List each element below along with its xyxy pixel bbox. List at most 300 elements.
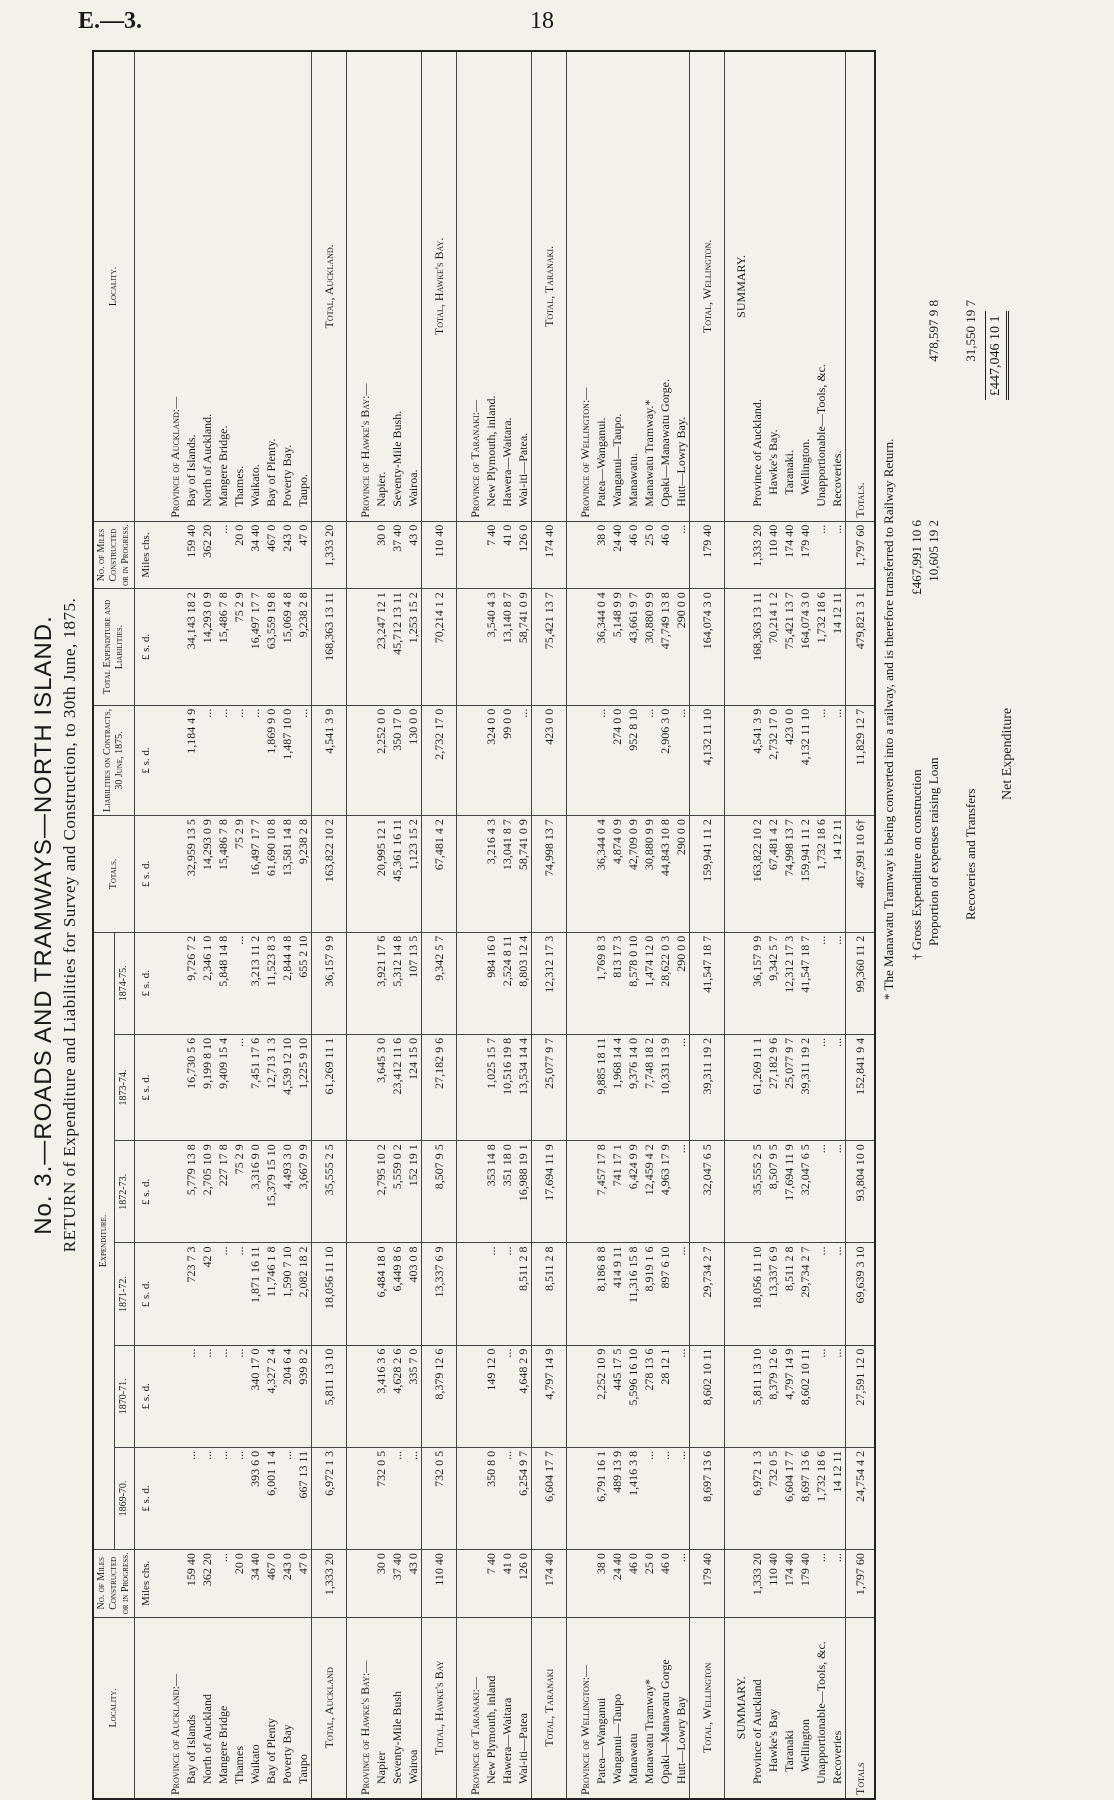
table-body	[135, 51, 876, 1799]
value-cell: 13,581 14 8	[279, 816, 295, 933]
value-cell: 61,269 11 1	[312, 1034, 347, 1140]
value-cell: 110 40	[765, 1550, 781, 1617]
value-cell: 74,998 13 7	[781, 816, 797, 933]
value-cell: 13,534 14 4	[515, 1034, 532, 1140]
empty-cell	[157, 1345, 183, 1447]
locality-cell-right: Poverty Bay.	[279, 51, 295, 521]
value-cell: 467,991 10 6†	[846, 816, 876, 933]
table-row	[749, 51, 765, 1799]
value-cell: ...	[183, 1345, 199, 1447]
page-header	[0, 0, 1114, 48]
locality-cell: Wairoa	[405, 1617, 422, 1799]
value-cell: 152 19 1	[405, 1141, 422, 1243]
empty-cell	[157, 932, 183, 1034]
locality-cell: Mangere Bridge	[215, 1617, 231, 1799]
locality-cell: Patea—Wanganui	[593, 1617, 609, 1799]
locality-cell-right: Seventy-Mile Bush.	[389, 51, 405, 521]
value-cell: 952 8 10	[625, 705, 641, 815]
value-cell: ...	[813, 1550, 829, 1617]
empty-cell	[157, 589, 183, 706]
value-cell: ...	[215, 1550, 231, 1617]
value-cell: 32,959 13 5	[183, 816, 199, 933]
value-cell: 2,346 1 0	[199, 932, 215, 1034]
value-cell: 290 0 0	[673, 589, 690, 706]
value-cell: 23,247 12 1	[373, 589, 389, 706]
table-row	[567, 51, 594, 1799]
table-row	[263, 51, 279, 1799]
value-cell: 5,811 13 10	[749, 1345, 765, 1447]
value-cell: 10,331 13 9	[657, 1034, 673, 1140]
value-cell: 43,661 9 7	[625, 589, 641, 706]
locality-cell-right: SUMMARY.	[725, 51, 750, 521]
value-cell: 12,459 4 2	[641, 1141, 657, 1243]
value-cell: ...	[829, 1034, 846, 1140]
rotated-return	[30, 50, 1110, 1800]
table-row	[641, 51, 657, 1799]
value-cell: 2,732 17 0	[765, 705, 781, 815]
table-row	[515, 51, 532, 1799]
locality-cell: Manawatu Tramway*	[641, 1617, 657, 1799]
locality-cell-right: Wairoa.	[405, 51, 422, 521]
value-cell: 47 0	[295, 521, 312, 588]
value-cell: 335 7 0	[405, 1345, 422, 1447]
table-row	[483, 51, 499, 1799]
value-cell: ...	[673, 1243, 690, 1345]
empty-cell	[567, 1447, 594, 1549]
locality-cell: Opaki—Manawatu Gorge	[657, 1617, 673, 1799]
totals-header: Totals.	[93, 816, 135, 933]
empty-cell	[347, 1345, 374, 1447]
value-cell: ...	[215, 1243, 231, 1345]
value-cell: 3,416 3 6	[373, 1345, 389, 1447]
empty-cell	[347, 521, 374, 588]
table-row	[183, 51, 199, 1799]
empty-cell	[567, 1243, 594, 1345]
value-cell: 163,822 10 2	[749, 816, 765, 933]
value-cell: 1,968 14 4	[609, 1034, 625, 1140]
table-row	[593, 51, 609, 1799]
table-row	[690, 51, 725, 1799]
value-cell: 6,604 17 7	[532, 1447, 567, 1549]
value-cell: 45,712 13 11	[389, 589, 405, 706]
value-cell: 44,843 10 8	[657, 816, 673, 933]
empty-cell	[567, 521, 594, 588]
value-cell: 939 8 2	[295, 1345, 312, 1447]
value-cell: 37 40	[389, 1550, 405, 1617]
locality-cell-right: Totals.	[846, 51, 876, 521]
table-row	[373, 51, 389, 1799]
value-cell: 1,732 18 6	[813, 816, 829, 933]
locality-cell: Manawatu	[625, 1617, 641, 1799]
empty-cell	[157, 1447, 183, 1549]
value-cell: ...	[673, 1141, 690, 1243]
value-cell: 3,921 17 6	[373, 932, 389, 1034]
value-cell: 8,803 12 4	[515, 932, 532, 1034]
value-cell: 159 40	[183, 521, 199, 588]
value-cell: 74,998 13 7	[532, 816, 567, 933]
value-cell: 18,056 11 10	[749, 1243, 765, 1345]
value-cell: 3,316 9 0	[247, 1141, 263, 1243]
value-cell: 423 0 0	[781, 705, 797, 815]
value-cell: 75 2 9	[231, 1141, 247, 1243]
value-cell: 3,645 3 0	[373, 1034, 389, 1140]
value-cell: 13,041 8 7	[499, 816, 515, 933]
value-cell: ...	[593, 705, 609, 815]
locality-cell: Thames	[231, 1617, 247, 1799]
value-cell: 75,421 13 7	[532, 589, 567, 706]
locality-cell: Waikato	[247, 1617, 263, 1799]
value-cell: 75 2 9	[231, 816, 247, 933]
dagger-label: † Gross Expenditure on construction	[909, 769, 924, 960]
value-cell: 9,342 5 7	[765, 932, 781, 1034]
value-cell: 2,732 17 0	[422, 705, 457, 815]
value-cell: 9,342 5 7	[422, 932, 457, 1034]
units-money: £ s. d.	[135, 1345, 158, 1447]
table-row	[609, 51, 625, 1799]
locality-cell: New Plymouth, inland	[483, 1617, 499, 1799]
value-cell: 20 0	[231, 521, 247, 588]
value-cell: 8,602 10 11	[690, 1345, 725, 1447]
value-cell: 290 0 0	[673, 816, 690, 933]
value-cell: 8,511 2 8	[781, 1243, 797, 1345]
value-cell: 489 13 9	[609, 1447, 625, 1549]
value-cell: 16,497 17 7	[247, 589, 263, 706]
value-cell: 24,754 4 2	[846, 1447, 876, 1549]
locality-cell: Seventy-Mile Bush	[389, 1617, 405, 1799]
value-cell: 107 13 5	[405, 932, 422, 1034]
value-cell: 34 40	[247, 521, 263, 588]
value-cell: 2,705 10 9	[199, 1141, 215, 1243]
empty-cell	[347, 1243, 374, 1345]
value-cell: 11,316 15 8	[625, 1243, 641, 1345]
empty-cell	[725, 1243, 750, 1345]
value-cell: 12,713 1 3	[263, 1034, 279, 1140]
empty-cell	[157, 1034, 183, 1140]
value-cell: 25,077 9 7	[532, 1034, 567, 1140]
value-cell: 9,376 14 0	[625, 1034, 641, 1140]
locality-cell: Poverty Bay	[279, 1617, 295, 1799]
value-cell: ...	[829, 1243, 846, 1345]
value-cell: 445 17 5	[609, 1345, 625, 1447]
value-cell: 47 0	[295, 1550, 312, 1617]
value-cell: 46 0	[625, 521, 641, 588]
value-cell: 164,074 3 0	[797, 589, 813, 706]
table-row	[657, 51, 673, 1799]
value-cell: 20,995 12 1	[373, 816, 389, 933]
value-cell: 15,486 7 8	[215, 816, 231, 933]
value-cell: 179 40	[690, 521, 725, 588]
value-cell: ...	[231, 705, 247, 815]
units-money: £ s. d.	[135, 1447, 158, 1549]
value-cell: 6,449 8 6	[389, 1243, 405, 1345]
value-cell: 159 40	[183, 1550, 199, 1617]
value-cell: 46 0	[625, 1550, 641, 1617]
table-row	[422, 51, 457, 1799]
value-cell: 1,225 9 10	[295, 1034, 312, 1140]
value-cell: 41,547 18 7	[797, 932, 813, 1034]
empty-cell	[457, 1345, 484, 1447]
empty-cell	[157, 705, 183, 815]
value-cell: ...	[483, 1243, 499, 1345]
value-cell: 35,555 2 5	[749, 1141, 765, 1243]
value-cell: ...	[829, 705, 846, 815]
value-cell: 2,844 4 8	[279, 932, 295, 1034]
value-cell: 353 14 8	[483, 1141, 499, 1243]
value-cell: ...	[199, 1345, 215, 1447]
value-cell: 732 0 5	[765, 1447, 781, 1549]
locality-cell: Province of Auckland:—	[157, 1617, 183, 1799]
miles-header-right: No. of Miles Constructed or in Progress.	[93, 521, 135, 588]
locality-cell-right: Province of Auckland.	[749, 51, 765, 521]
net-value: £447,046 10 1	[985, 312, 1009, 401]
value-cell: 126 0	[515, 1550, 532, 1617]
locality-cell-right: New Plymouth, inland.	[483, 51, 499, 521]
value-cell: 4,132 11 10	[690, 705, 725, 815]
value-cell: 4,628 2 6	[389, 1345, 405, 1447]
empty-cell	[725, 1034, 750, 1140]
value-cell: 351 18 0	[499, 1141, 515, 1243]
locality-header: Locality.	[93, 1617, 135, 1799]
locality-cell-right: Total, Hawke's Bay.	[422, 51, 457, 521]
empty-cell	[347, 1141, 374, 1243]
table-row	[312, 51, 347, 1799]
value-cell: ...	[813, 1243, 829, 1345]
value-cell: 46 0	[657, 521, 673, 588]
empty-cell	[347, 589, 374, 706]
value-cell: 14 12 11	[829, 1447, 846, 1549]
table-row	[457, 51, 484, 1799]
empty-cell	[725, 705, 750, 815]
sum-value: 478,597 9 8	[926, 300, 941, 362]
value-cell: 126 0	[515, 521, 532, 588]
empty-cell	[725, 1141, 750, 1243]
table-row	[797, 51, 813, 1799]
value-cell: 38 0	[593, 521, 609, 588]
value-cell: 243 0	[279, 1550, 295, 1617]
value-cell: ...	[183, 1447, 199, 1549]
value-cell: 8,507 9 5	[422, 1141, 457, 1243]
value-cell: 47,749 13 8	[657, 589, 673, 706]
return-table	[92, 50, 876, 1800]
table-row	[389, 51, 405, 1799]
value-cell: ...	[499, 1345, 515, 1447]
units-miles: Miles chs.	[135, 521, 158, 588]
value-cell: 4,493 3 0	[279, 1141, 295, 1243]
value-cell: 38 0	[593, 1550, 609, 1617]
value-cell: 4,874 0 9	[609, 816, 625, 933]
value-cell: 2,082 18 2	[295, 1243, 312, 1345]
locality-cell-right: Manawatu.	[625, 51, 641, 521]
locality-cell: Wai-iti—Patea	[515, 1617, 532, 1799]
locality-cell: Hutt—Lowry Bay	[673, 1617, 690, 1799]
table-row	[532, 51, 567, 1799]
value-cell: 61,269 11 1	[749, 1034, 765, 1140]
value-cell: 4,797 14 9	[781, 1345, 797, 1447]
value-cell: 2,252 0 0	[373, 705, 389, 815]
year-header: 1873-74.	[114, 1034, 134, 1140]
value-cell: 8,602 10 11	[797, 1345, 813, 1447]
units-money: £ s. d.	[135, 589, 158, 706]
value-cell: ...	[515, 705, 532, 815]
value-cell: 43 0	[405, 521, 422, 588]
units-money: £ s. d.	[135, 705, 158, 815]
value-cell: ...	[813, 705, 829, 815]
locality-cell: Province of Hawke's Bay:—	[347, 1617, 374, 1799]
value-cell: ...	[673, 1447, 690, 1549]
value-cell: 93,804 10 0	[846, 1141, 876, 1243]
value-cell: 732 0 5	[373, 1447, 389, 1549]
value-cell: ...	[295, 705, 312, 815]
value-cell: 24 40	[609, 521, 625, 588]
value-cell: 168,363 13 11	[312, 589, 347, 706]
value-cell: 15,486 7 8	[215, 589, 231, 706]
value-cell: 20 0	[231, 1550, 247, 1617]
value-cell: 28,622 0 3	[657, 932, 673, 1034]
table-row	[199, 51, 215, 1799]
value-cell: 1,732 18 6	[813, 589, 829, 706]
value-cell: 897 6 10	[657, 1243, 673, 1345]
locality-cell: Province of Taranaki:—	[457, 1617, 484, 1799]
value-cell: 179 40	[797, 1550, 813, 1617]
locality-cell-right: Total, Wellington.	[690, 51, 725, 521]
value-cell: 9,238 2 8	[295, 589, 312, 706]
locality-cell: SUMMARY.	[725, 1617, 750, 1799]
locality-cell-right: Total, Auckland.	[312, 51, 347, 521]
value-cell: 8,511 2 8	[515, 1243, 532, 1345]
table-row	[295, 51, 312, 1799]
value-cell: 25 0	[641, 521, 657, 588]
value-cell: 7 40	[483, 1550, 499, 1617]
empty-cell	[347, 816, 374, 933]
empty-cell	[347, 1550, 374, 1617]
value-cell: 16,497 17 7	[247, 816, 263, 933]
locality-cell-right: Province of Auckland:—	[157, 51, 183, 521]
value-cell: ...	[231, 1243, 247, 1345]
value-cell: ...	[215, 1345, 231, 1447]
empty-cell	[347, 1034, 374, 1140]
expenditure-header: Expenditure.	[93, 932, 114, 1549]
locality-cell-right: Province of Wellington:—	[567, 51, 594, 521]
empty-cell	[457, 1243, 484, 1345]
value-cell: 12,312 17 3	[781, 932, 797, 1034]
value-cell: ...	[641, 705, 657, 815]
calc-row	[925, 260, 942, 960]
empty-cell	[457, 1550, 484, 1617]
units-miles: Miles chs.	[135, 1550, 158, 1617]
recoveries-value: 31,550 19 7	[963, 300, 978, 362]
locality-cell-right: Wanganui—Taupo.	[609, 51, 625, 521]
proportion-value: 10,605 19 2	[926, 520, 941, 582]
calc-row	[962, 260, 979, 960]
value-cell: ...	[231, 1034, 247, 1140]
proportion-label: Proportion of expenses raising Loan	[926, 757, 941, 946]
value-cell: 27,182 9 6	[422, 1034, 457, 1140]
locality-cell: Hawera—Waitara	[499, 1617, 515, 1799]
value-cell: 2,524 8 11	[499, 932, 515, 1034]
empty-cell	[457, 705, 484, 815]
value-cell: 8,511 2 8	[532, 1243, 567, 1345]
value-cell: 7,457 17 8	[593, 1141, 609, 1243]
value-cell: 4,541 3 9	[749, 705, 765, 815]
value-cell: 16,730 5 6	[183, 1034, 199, 1140]
value-cell: 11,523 8 3	[263, 932, 279, 1034]
value-cell: 274 0 0	[609, 705, 625, 815]
value-cell: ...	[279, 1447, 295, 1549]
locality-cell-right: Hawera—Waitara.	[499, 51, 515, 521]
value-cell: 9,726 7 2	[183, 932, 199, 1034]
empty-cell	[567, 705, 594, 815]
value-cell: 13,337 6 9	[422, 1243, 457, 1345]
value-cell: 8,919 1 6	[641, 1243, 657, 1345]
value-cell: 6,972 1 3	[749, 1447, 765, 1549]
value-cell: 23,412 11 6	[389, 1034, 405, 1140]
value-cell: 278 13 6	[641, 1345, 657, 1447]
value-cell: 1,474 12 0	[641, 932, 657, 1034]
value-cell: 5,848 14 8	[215, 932, 231, 1034]
value-cell: 164,074 3 0	[690, 589, 725, 706]
value-cell: 324 0 0	[483, 705, 499, 815]
value-cell: 25 0	[641, 1550, 657, 1617]
locality-cell-right: Thames.	[231, 51, 247, 521]
value-cell: 14 12 11	[829, 589, 846, 706]
locality-cell: Bay of Islands	[183, 1617, 199, 1799]
value-cell: 6,001 1 4	[263, 1447, 279, 1549]
value-cell: 15,069 4 8	[279, 589, 295, 706]
value-cell: 149 12 0	[483, 1345, 499, 1447]
value-cell: 13,140 8 7	[499, 589, 515, 706]
value-cell: 69,639 3 10	[846, 1243, 876, 1345]
value-cell: 11,746 1 8	[263, 1243, 279, 1345]
locality-cell: Wellington	[797, 1617, 813, 1799]
value-cell: 36,157 9 9	[312, 932, 347, 1034]
value-cell: 1,769 8 3	[593, 932, 609, 1034]
table-row	[813, 51, 829, 1799]
table-row	[347, 51, 374, 1799]
value-cell: 18,056 11 10	[312, 1243, 347, 1345]
value-cell: 362 20	[199, 521, 215, 588]
empty-cell	[157, 521, 183, 588]
value-cell: 8,507 9 5	[765, 1141, 781, 1243]
value-cell: 36,344 0 4	[593, 816, 609, 933]
locality-cell-right: Opaki—Manawatu Gorge.	[657, 51, 673, 521]
value-cell: 667 13 11	[295, 1447, 312, 1549]
footnote-star: * The Manawatu Tramway is being converted into a railway, and is therefore transferred to Railway Return.	[881, 438, 896, 1000]
value-cell: ...	[813, 1141, 829, 1243]
value-cell: 42 0	[199, 1243, 215, 1345]
value-cell: 14 12 11	[829, 816, 846, 933]
value-cell: 24 40	[609, 1550, 625, 1617]
year-header: 1869-70.	[114, 1447, 134, 1549]
value-cell: 6,424 9 9	[625, 1141, 641, 1243]
value-cell: 14,293 0 9	[199, 589, 215, 706]
value-cell: 67,481 4 2	[422, 816, 457, 933]
table-row	[231, 51, 247, 1799]
locality-cell: Total, Taranaki	[532, 1617, 567, 1799]
value-cell: 7 40	[483, 521, 499, 588]
empty-cell	[157, 1243, 183, 1345]
value-cell: 4,327 2 4	[263, 1345, 279, 1447]
locality-cell-right: Province of Taranaki:—	[457, 51, 484, 521]
locality-cell: Province of Wellington:—	[567, 1617, 594, 1799]
value-cell: ...	[389, 1447, 405, 1549]
locality-cell-right: Mangere Bridge.	[215, 51, 231, 521]
value-cell: 70,214 1 2	[765, 589, 781, 706]
value-cell: 110 40	[422, 521, 457, 588]
locality-cell-right: Total, Taranaki.	[532, 51, 567, 521]
value-cell: 11,829 12 7	[846, 705, 876, 815]
table-row	[846, 51, 876, 1799]
empty-cell	[157, 816, 183, 933]
